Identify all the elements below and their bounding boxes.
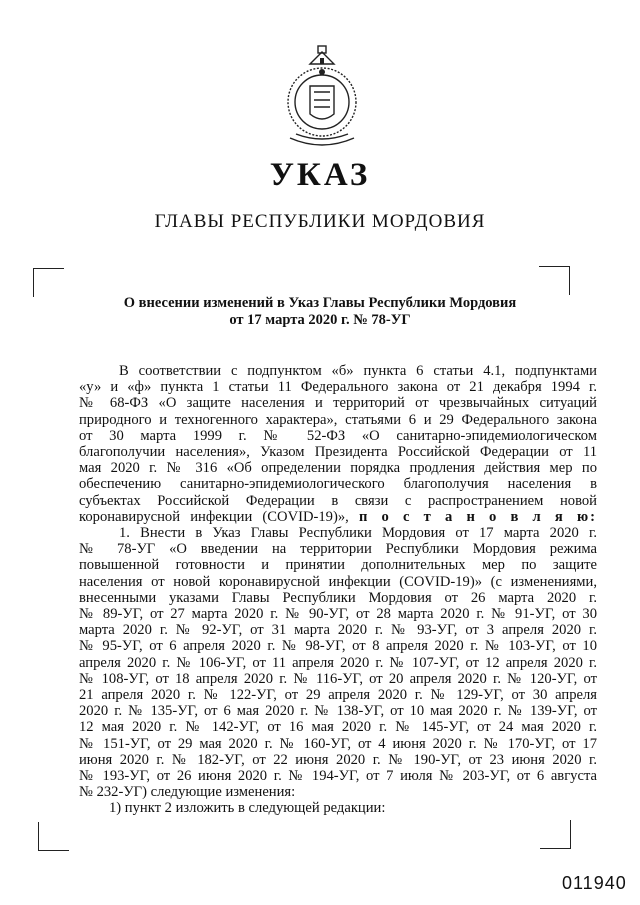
body-line: населения от новой коронавирусной инфекции (COVID-19)» (с изменениями, xyxy=(79,573,597,590)
body-line: июня 2020 г. № 182-УГ, от 22 июня 2020 г. № 190-УГ, от 23 июня 2020 г. xyxy=(79,751,597,768)
corner-mark-bottom-right xyxy=(540,820,571,849)
body-line-with-decree-word xyxy=(79,509,597,525)
decree-body xyxy=(79,363,597,817)
document-subtitle: ГЛАВЫ РЕСПУБЛИКИ МОРДОВИЯ xyxy=(154,211,486,232)
body-line: природного и техногенного характера», статьями 6 и 29 Федерального закона xyxy=(79,411,597,428)
corner-mark-top-left xyxy=(33,268,64,297)
body-line: 1. Внести в Указ Главы Республики Мордовия от 17 марта 2020 г. xyxy=(119,525,597,542)
body-line: № 193-УГ, от 26 июня 2020 г. № 194-УГ, от 7 июля № 203-УГ, от 6 августа xyxy=(79,768,597,785)
form-serial-number: 011940 xyxy=(562,873,627,893)
body-line: марта 2020 г. № 92-УГ, от 31 марта 2020 г. № 93-УГ, от 3 апреля 2020 г. xyxy=(79,622,597,639)
coat-of-arms-emblem xyxy=(280,44,364,148)
body-line: 1) пункт 2 изложить в следующей редакции: xyxy=(109,800,386,817)
body-line: № 78-УГ «О введении на территории Республики Мордовия режима xyxy=(79,541,597,558)
body-line: внесенными указами Главы Республики Мордовия от 26 марта 2020 г. xyxy=(79,589,597,606)
body-line: от 30 марта 1999 г. № 52-ФЗ «О санитарно-эпидемиологическом xyxy=(79,427,597,444)
body-line: «у» и «ф» пункта 1 статьи 11 Федерального закона от 21 декабря 1994 г. xyxy=(79,379,597,396)
body-line: апреля 2020 г. № 106-УГ, от 11 апреля 2020 г. № 107-УГ, от 12 апреля 2020 г. xyxy=(79,654,597,671)
body-line: 21 апреля 2020 г. № 122-УГ, от 29 апреля 2020 г. № 129-УГ, от 30 апреля xyxy=(79,687,597,704)
body-line: обеспечению санитарно-эпидемиологического благополучия населения в xyxy=(79,476,597,493)
body-line: 12 мая 2020 г. № 142-УГ, от 16 мая 2020 г. № 145-УГ, от 24 мая 2020 г. xyxy=(79,719,597,736)
body-line: № 95-УГ, от 6 апреля 2020 г. № 98-УГ, от 8 апреля 2020 г. № 103-УГ, от 10 xyxy=(79,638,597,655)
body-line: субъектах Российской Федерации в связи с распространением новой xyxy=(79,492,597,509)
heading-line: от 17 марта 2020 г. № 78-УГ xyxy=(229,312,411,328)
heading-line: О внесении изменений в Указ Главы Республики Мордовия xyxy=(123,295,517,311)
body-line-text: коронавирусной инфекции (COVID-19)», xyxy=(79,508,349,525)
body-line: В соответствии с подпунктом «б» пункта 6 статьи 4.1, подпунктами xyxy=(119,363,597,379)
decree-heading xyxy=(0,295,640,329)
decree-word: п о с т а н о в л я ю: xyxy=(358,508,597,525)
body-line: № 108-УГ, от 18 апреля 2020 г. № 116-УГ, от 20 апреля 2020 г. № 120-УГ, от xyxy=(79,670,597,687)
body-line: № 68-ФЗ «О защите населения и территорий от чрезвычайных ситуаций xyxy=(79,395,597,412)
body-line: № 232-УГ) следующие изменения: xyxy=(79,784,296,801)
corner-mark-top-right xyxy=(539,266,570,295)
body-line: благополучии населения», Указом Президента Российской Федерации от 11 xyxy=(79,444,597,461)
body-line: № 151-УГ, от 29 мая 2020 г. № 160-УГ, от 4 июня 2020 г. № 170-УГ, от 17 xyxy=(79,735,597,752)
body-line: повышенной готовности и принятии дополнительных мер по защите xyxy=(79,557,597,574)
body-line: № 89-УГ, от 27 марта 2020 г. № 90-УГ, от 28 марта 2020 г. № 91-УГ, от 30 xyxy=(79,606,597,623)
body-line: 2020 г. № 135-УГ, от 6 мая 2020 г. № 138-УГ, от 10 мая 2020 г. № 139-УГ, от xyxy=(79,703,597,720)
body-line: мая 2020 г. № 316 «Об определении порядка продления действия мер по xyxy=(79,460,597,477)
document-title: УКАЗ xyxy=(269,157,371,193)
corner-mark-bottom-left xyxy=(38,822,69,851)
